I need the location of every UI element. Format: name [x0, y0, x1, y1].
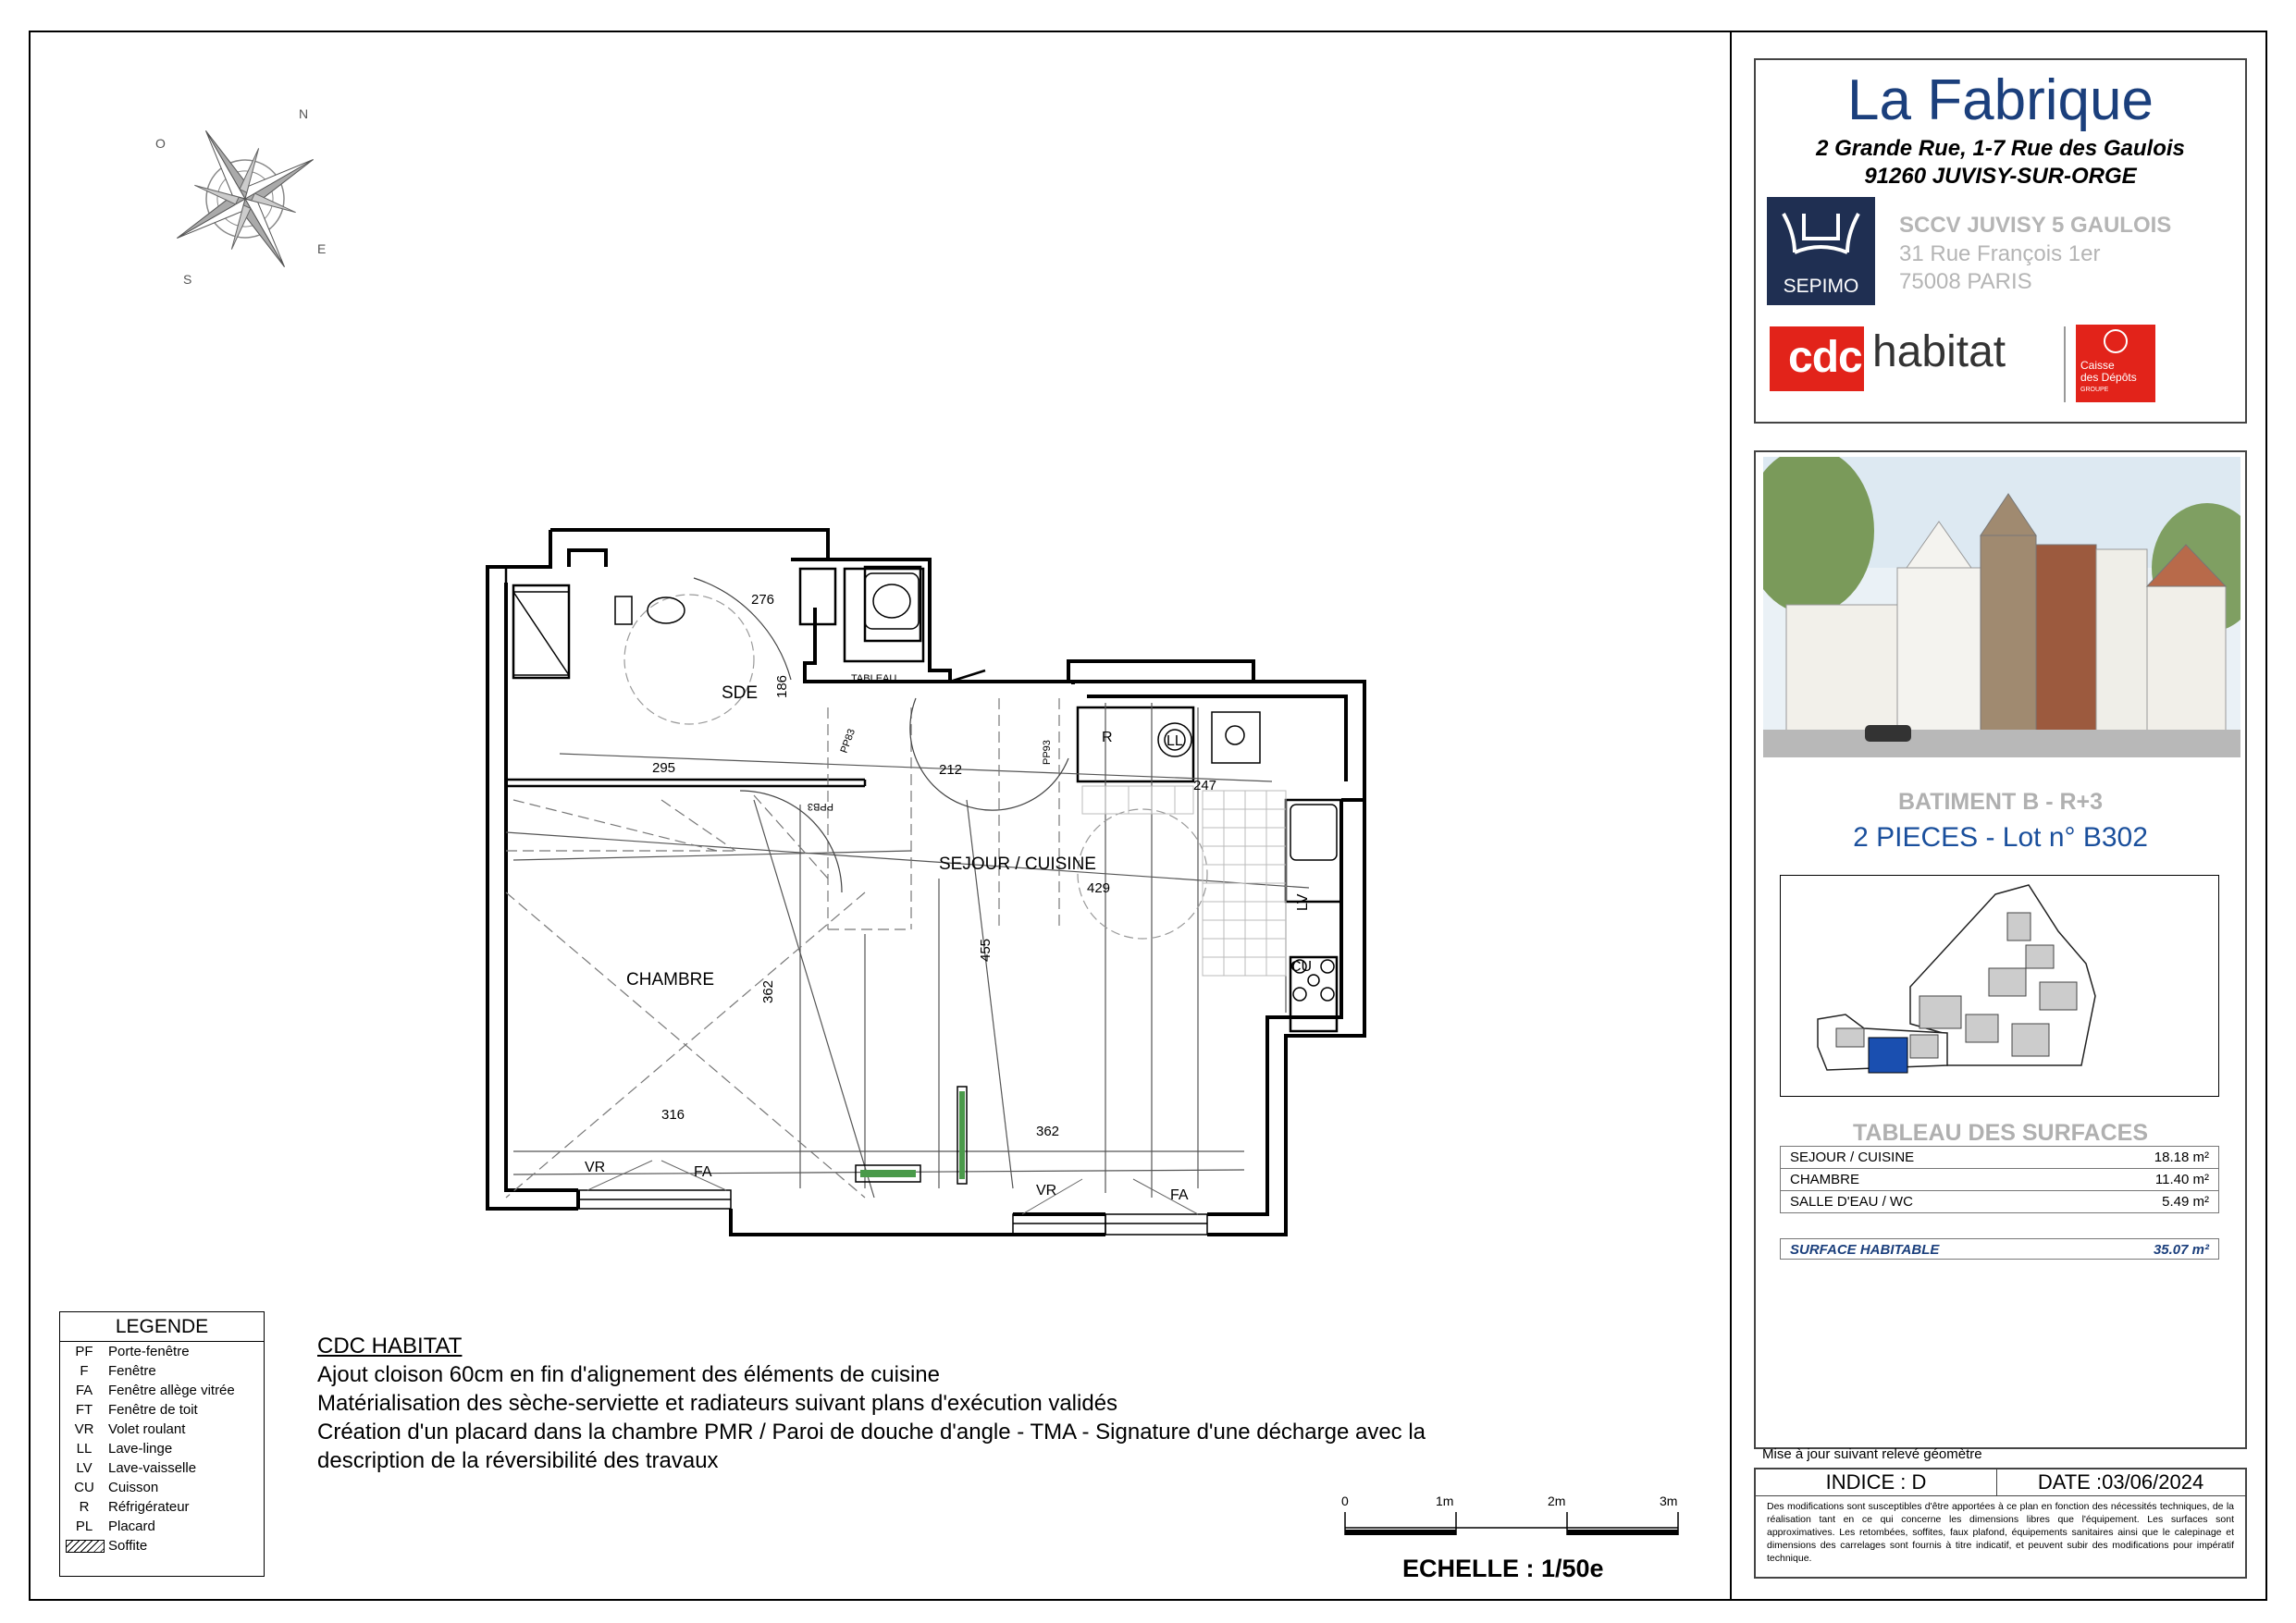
developer-company: SCCV JUVISY 5 GAULOIS — [1899, 213, 2172, 238]
dim-362a: 362 — [760, 979, 776, 1003]
notes-line: Matérialisation des sèche-serviette et radiateurs suivant plans d'exécution validés — [317, 1391, 1118, 1416]
dim-362b: 362 — [1036, 1124, 1060, 1139]
scale-tick-2: 2m — [1548, 1494, 1566, 1508]
surface-total-label: SURFACE HABITABLE — [1790, 1242, 1940, 1258]
table-row — [1781, 1169, 2218, 1191]
surfaces-title: TABLEAU DES SURFACES — [1852, 1120, 2148, 1146]
label-r: R — [1102, 730, 1113, 745]
table-row — [1781, 1191, 2218, 1212]
label-tableau: TABLEAU — [851, 673, 897, 684]
legend-code: PF — [75, 1344, 93, 1359]
room-name: CHAMBRE — [1790, 1172, 1860, 1187]
dim-212: 212 — [939, 762, 963, 778]
legend-item — [60, 1361, 264, 1381]
room-name: SALLE D'EAU / WC — [1790, 1194, 1913, 1210]
legend-label: Lave-vaisselle — [108, 1460, 197, 1476]
notes-line: Création d'un placard dans la chambre PMR / Paroi de douche d'angle - TMA - Signature d'une décharge avec la — [317, 1420, 1426, 1445]
legend-item — [60, 1478, 264, 1497]
legend-label: Fenêtre — [108, 1363, 156, 1379]
legend-item — [60, 1400, 264, 1420]
room-area: 18.18 m² — [2154, 1150, 2209, 1165]
room-label-sde: SDE — [722, 683, 759, 703]
dim-186: 186 — [774, 674, 790, 698]
label-lv: LV — [1295, 893, 1311, 911]
room-area: 11.40 m² — [2154, 1172, 2209, 1187]
dim-455: 455 — [978, 938, 994, 962]
dim-316: 316 — [661, 1107, 685, 1123]
caisse-line3: GROUPE — [2080, 387, 2109, 393]
scale-tick-3: 3m — [1660, 1494, 1678, 1508]
legend-label: Réfrigérateur — [108, 1499, 190, 1515]
compass-e: E — [317, 241, 327, 256]
notes-heading: CDC HABITAT — [317, 1334, 463, 1359]
legend-item — [60, 1420, 264, 1439]
legend-item — [60, 1381, 264, 1400]
site-plan-box — [1780, 875, 2219, 1097]
project-box — [1754, 58, 2247, 424]
building-label: BATIMENT B - R+3 — [1897, 789, 2104, 815]
label-ppb3: PPB3 — [807, 801, 833, 812]
label-fa2: FA — [1170, 1187, 1189, 1203]
room-label-sejour: SEJOUR / CUISINE — [939, 855, 1096, 874]
scale-bar — [1332, 1489, 1684, 1586]
logo-separator — [2064, 326, 2066, 402]
table-row — [1781, 1147, 2218, 1169]
room-name: SEJOUR / CUISINE — [1790, 1150, 1915, 1165]
legend-item — [60, 1517, 264, 1536]
legend-code: LL — [76, 1441, 93, 1457]
legend-code: PL — [75, 1518, 93, 1534]
compass-rose-icon — [148, 102, 342, 296]
dim-247: 247 — [1193, 778, 1217, 793]
surfaces-table — [1780, 1146, 2219, 1213]
legend-label: Placard — [108, 1518, 155, 1534]
revision-indice: INDICE : D — [1756, 1469, 1997, 1496]
legend-code: FT — [75, 1402, 93, 1418]
developer-city: 75008 PARIS — [1899, 269, 2032, 294]
scale-label: ECHELLE : 1/50e — [1402, 1555, 1604, 1582]
room-area: 5.49 m² — [2162, 1194, 2209, 1210]
compass-s: S — [183, 272, 192, 287]
sepimo-symbol-icon — [1767, 197, 1875, 280]
compass-n: N — [299, 106, 309, 121]
revision-notes — [317, 1332, 1426, 1475]
soffite-hatch-icon — [66, 1540, 105, 1553]
legend-label: Lave-linge — [108, 1441, 173, 1457]
lot-title: 2 PIECES - Lot n° B302 — [1853, 822, 2148, 853]
project-title: La Fabrique — [1847, 68, 2154, 132]
cdc-logo-block — [1770, 326, 1864, 391]
cdc-habitat-text: habitat — [1872, 327, 2006, 376]
legend-list — [60, 1342, 264, 1555]
legend-label: Fenêtre de toit — [108, 1402, 198, 1418]
legend-code: VR — [74, 1421, 94, 1437]
project-address-line1: 2 Grande Rue, 1-7 Rue des Gaulois — [1816, 136, 2185, 161]
sepimo-logo — [1767, 197, 1875, 305]
disclaimer-text: Des modifications sont susceptibles d'être apportées à ce plan en fonction des nécessités techniques, de la réalisation tant en ce qui concerne les dimensions libres que l'équipement. Les surfaces sont approximatives. Les retombées, soffites, faux plafond, équipements sanitaires ainsi que le calepinage et dimensions des carrelages sont fournis à titre indicatif, et peuvent subir des modifications pour impératif technique. — [1767, 1501, 2234, 1564]
compass-o: O — [155, 136, 166, 151]
legend-label: Soffite — [108, 1538, 148, 1554]
dim-429: 429 — [1087, 880, 1111, 896]
label-ll: LL — [1167, 733, 1183, 749]
legend-item — [60, 1497, 264, 1517]
label-pp83: PP83 — [838, 727, 858, 756]
caisse-des-depots-logo — [2076, 325, 2155, 402]
title-block-divider — [1730, 31, 1732, 1601]
developer-street: 31 Rue François 1er — [1899, 241, 2101, 266]
legend-code: R — [79, 1499, 90, 1515]
sepimo-wordmark: SEPIMO — [1783, 276, 1859, 297]
label-cu: CU — [1290, 959, 1313, 975]
surface-total-row — [1780, 1238, 2219, 1260]
legend-item — [60, 1536, 264, 1555]
legend-code: LV — [76, 1460, 93, 1476]
legend-label: Fenêtre allège vitrée — [108, 1383, 235, 1398]
legend-box — [59, 1311, 265, 1577]
project-address-line2: 91260 JUVISY-SUR-ORGE — [1864, 164, 2137, 189]
cdc-logo-text: cdc — [1788, 333, 1862, 382]
legend-label: Volet roulant — [108, 1421, 186, 1437]
dim-295: 295 — [652, 760, 676, 776]
site-plan-map — [1781, 876, 2217, 1095]
caisse-seal-icon — [2104, 329, 2128, 353]
legend-label: Cuisson — [108, 1480, 159, 1495]
lot-box — [1754, 450, 2247, 1462]
revision-box — [1754, 1468, 2247, 1579]
legend-item — [60, 1458, 264, 1478]
legend-code: FA — [75, 1383, 93, 1398]
surface-total-value: 35.07 m² — [2153, 1242, 2209, 1258]
legend-label: Porte-fenêtre — [108, 1344, 190, 1359]
caisse-line2: des Dépôts — [2080, 371, 2137, 384]
legend-item — [60, 1342, 264, 1361]
revision-note: Mise à jour suivant relevé géomètre — [1762, 1446, 1982, 1462]
label-fa1: FA — [694, 1164, 712, 1180]
room-label-chambre: CHAMBRE — [626, 970, 715, 990]
legend-code: CU — [74, 1480, 94, 1495]
label-pp93: PP93 — [1042, 740, 1053, 765]
revision-date: DATE :03/06/2024 — [1996, 1469, 2245, 1496]
caisse-line1: Caisse — [2080, 359, 2115, 372]
notes-line: Ajout cloison 60cm en fin d'alignement des éléments de cuisine — [317, 1362, 940, 1387]
scale-tick-1: 1m — [1436, 1494, 1454, 1508]
legend-code: F — [80, 1363, 89, 1379]
building-rendering — [1763, 457, 2240, 757]
label-vr1: VR — [585, 1160, 606, 1175]
notes-line: description de la réversibilité des travaux — [317, 1448, 719, 1473]
dim-276: 276 — [751, 592, 775, 608]
legend-item — [60, 1439, 264, 1458]
floor-plan — [476, 523, 1388, 1253]
legend-title: LEGENDE — [60, 1312, 264, 1342]
scale-tick-0: 0 — [1341, 1494, 1349, 1508]
label-vr2: VR — [1036, 1183, 1057, 1199]
